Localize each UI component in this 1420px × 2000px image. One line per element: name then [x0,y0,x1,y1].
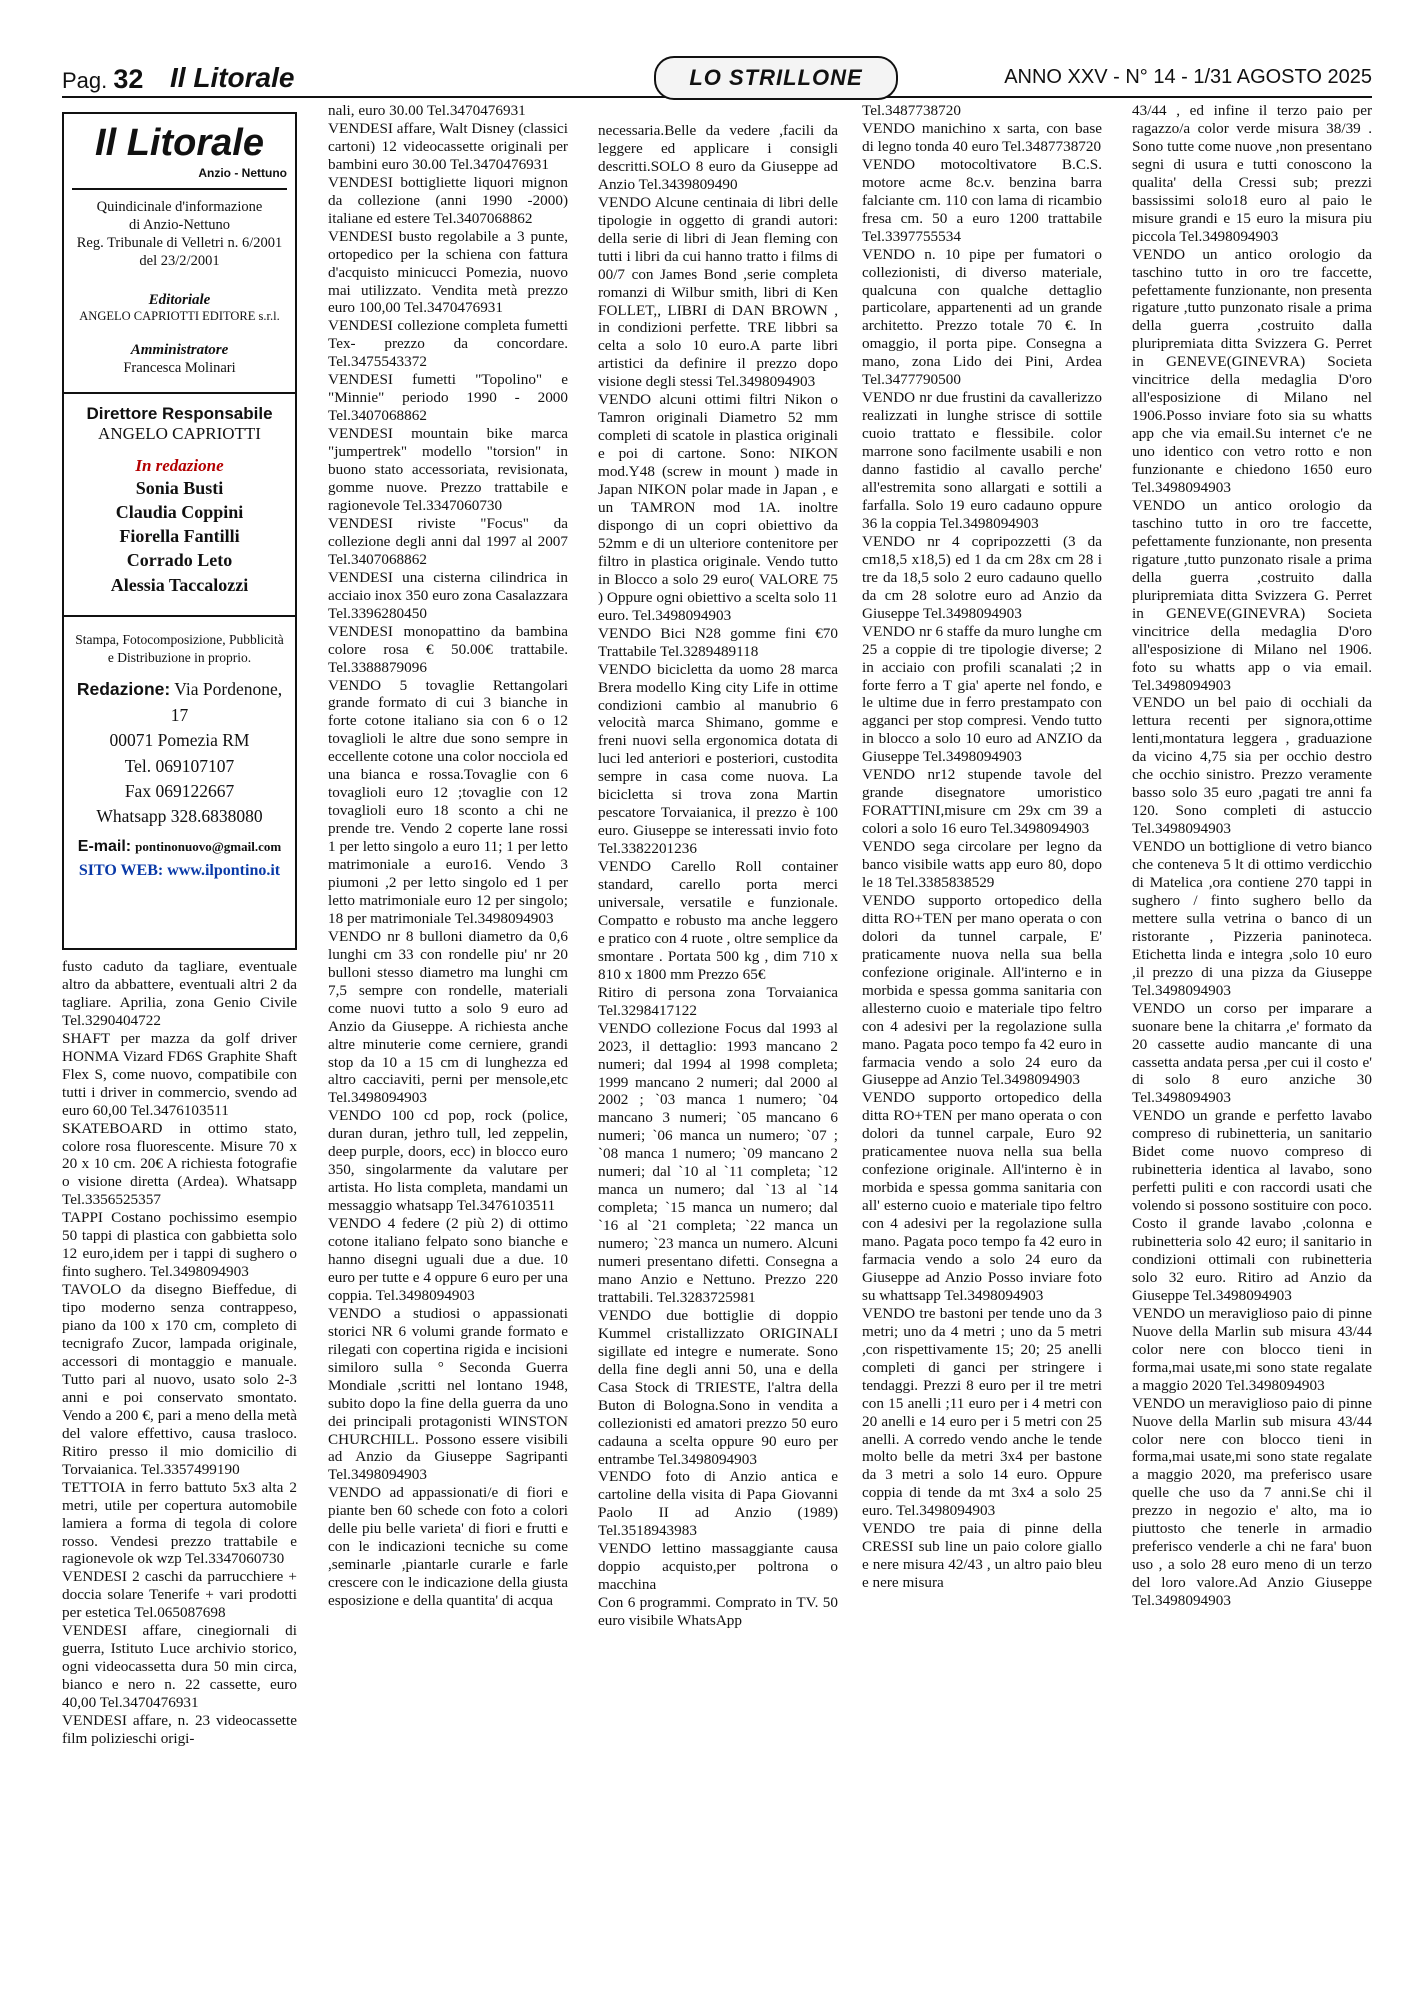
page-number: 32 [113,64,144,94]
classified-ad: VENDESI una cisterna cilindrica in acciaio inox 350 euro zona Casalazzara Tel.3396280450 [328,568,568,622]
classified-ad: VENDO Carello Roll container standard, carello porta merci universale, versatile e funzionale. Compatto e robusto ma anche leggero e pratico con 4 ruote , oltre semplice da smontare . Portata 500 kg , dim 710 x 810 x 1800 mm Prezzo 65€ [598,858,838,983]
fax: Fax 069122667 [124,780,235,801]
classified-ad: TETTOIA in ferro battuto 5x3 alta 2 metri, utile per copertura automobile lamiera a forma di tegola di colore rosso. Vendesi prezzo trattabile e ragionevole ok wzp Tel.3347060730 [62,1478,297,1568]
classified-ad: VENDO due bottiglie di doppio Kummel cristallizzato ORIGINALI sigillate ed integre e numerate. Sono della fine degli anni 50, una e della Casa Stock di TRIESTE, l'altra della Buton di Bologna.Sono in vendita a collezionisti ed amatori prezzo 50 euro cadauna a scelta oppure 90 euro per entrambe Tel.3498094903 [598,1306,838,1468]
classified-ad: nali, euro 30.00 Tel.3470476931 [328,102,526,119]
classified-ad: VENDO un bel paio di occhiali da lettura recenti per signora,ottime lenti,montatura leggera , graduazione da vicino 4,75 sia per occhio destro che occhio sinistro. Prezzo veramente basso solo 35 euro ,pagati tre anni fa 120. Sono completi di astuccio Tel.3498094903 [1132,694,1372,838]
amministratore-name: Francesca Molinari [123,360,236,377]
classified-ad: VENDESI busto regolabile a 3 punte, ortopedico per la schiena con fattura d'acquisto minicucci Pomezia, nuovo mai utilizzato. Vendita metà prezzo euro 100,00 Tel.3470476931 [328,227,568,317]
header-brand-title: Il Litorale [170,62,295,93]
address-block [72,677,287,829]
masthead-title: Il Litorale [95,122,264,164]
masthead-info-line: del 23/2/2001 [139,253,220,270]
classified-ad: VENDO 4 federe (2 più 2) di ottimo cotone italiano felpato sono bianche e hanno disegni uguali due a due. 10 euro per tutte e 4 oppure 6 euro per una coppia. Tel.3498094903 [328,1215,568,1304]
strillone-logo: LO STRILLONE [654,56,898,100]
classified-ad: VENDESI monopattino da bambina colore rosa € 50.00€ trattabile. Tel.3388879096 [328,622,568,676]
page-header [62,62,1372,98]
redazione-address-label: Redazione: [76,679,171,700]
classified-ad: VENDO un meraviglioso paio di pinne Nuove della Marlin sub misura 43/44 color nere con blocco tieni in forma,mai usate,mi sono state regalate a maggio 2020 Tel.3498094903 [1132,1304,1372,1394]
classified-ad: VENDO 100 cd pop, rock (police, duran duran, jethro tull, led zeppelin, deep purple, doors, ecc) in blocco euro 350, singolarmente da valutare per artista. Ho lista completa, mandami un messaggio whatsapp Tel.3476103511 [328,1107,568,1215]
classifieds-column-1 [62,958,297,1748]
classified-ad: VENDO tre bastoni per tende uno da 3 metri; uno da 4 metri ; uno da 5 metri ,con rispettivamente 15; 20; 25 anelli completi di ganci per stringere i tendaggi. Prezzi 8 euro per il tre metri con 15 anelli ;11 euro per i 4 metri con 20 anelli e 14 euro per i 5 metri con 25 anelli. A corredo vendo anche le tende molto belle da metri 3x4 per bastone da 3 metri a solo 14 euro. Oppure coppia di tende da mt 3x4 a solo 25 euro. Tel.3498094903 [862,1304,1102,1520]
address-line: 00071 Pomezia RM [109,730,250,751]
editoriale-name: ANGELO CAPRIOTTI EDITORE s.r.l. [79,309,280,324]
whatsapp: Whatsapp 328.6838080 [96,806,263,827]
classified-ad: VENDESI 2 caschi da parrucchiere + doccia solare Tenerife + vari prodotti per estetica Tel.065087698 [62,1568,297,1622]
classified-ad: VENDO nr 8 bulloni diametro da 0,6 lunghi cm 33 con rondelle piu' nr 20 bulloni stesso diametro ma lunghi cm 7,5 sempre con rondelle, materiali come nuovi tutto a solo 9 euro ad Anzio da Giuseppe. A richiesta anche altre minuterie come cerniere, grandi stop da 10 a 15 cm di lunghezza ed altro cacciaviti, perni per mensole,etc Tel.3498094903 [328,927,568,1107]
staff-name: Fiorella Fantilli [119,526,240,547]
classified-ad: VENDO foto di Anzio antica e cartoline della visita di Papa Giovanni Paolo II ad Anzio (1989) Tel.3518943983 [598,1468,838,1540]
classified-ad: VENDO Bici N28 gomme fini €70 Trattabile Tel.3289489118 [598,624,838,660]
masthead-info-line: di Anzio-Nettuno [128,217,231,234]
classified-ad: Tel.3487738720 [862,102,961,119]
classified-ad: VENDO supporto ortopedico della ditta RO+TEN per mano operata o con dolori da tunnel carpale, E' praticamente nuova nella sua bella confezione originale. All'interno e in morbida e spessa gomma sanitaria con allesterno cuoio e materiale tipo feltro con 4 adesivi per la regolazione sulla mano. Pagata poco tempo fa 42 euro in farmacia vendo a solo 24 euro da Giuseppe ad Anzio Tel.3498094903 [862,891,1102,1089]
classifieds-column-4 [862,102,1102,1592]
classifieds-column-2 [328,102,568,1610]
classified-ad: Con 6 programmi. Comprato in TV. 50 euro visibile WhatsApp [598,1594,838,1630]
classified-ad: VENDESI bottigliette liquori mignon da collezione (anni 1990 -2000) italiane ed estere Tel.3407068862 [328,173,568,227]
staff-name: Alessia Taccalozzi [110,574,249,595]
classified-ad: VENDO bicicletta da uomo 28 marca Brera modello King city Life in ottime condizioni cambio al manubrio 6 velocità marca Shimano, gomme e freni nuovi sella ergonomica dotata di luci led anteriori e posteriori, custodita sempre in casa come nuova. La bicicletta si trova zona Martin pescatore Torvaianica, il prezzo è 100 euro. Giuseppe se interessati invio foto Tel.3382201236 [598,660,838,858]
masthead-subtitle: Anzio - Nettuno [198,165,287,180]
page-number-label: Pag. 32 [62,64,144,94]
classified-ad: VENDO un corso per imparare a suonare bene la chitarra ,e' formato da 20 cassette audio mancante di una cassetta andata persa ,per cui il costo e' di solo 8 euro anziche 30 Tel.3498094903 [1132,999,1372,1107]
classified-ad: VENDESI affare, Walt Disney (classici cartoni) 12 videocassette originali per bambini euro 30.00 Tel.3470476931 [328,119,568,173]
classified-ad: VENDO un bottiglione di vetro bianco che conteneva 5 lt di ottimo verdicchio di Matelica ,ora contiene 270 tappi in sughero / finto sughero bello da mettere sulla vetrina o banco di un ristorante , Pizzeria paninoteca. Etichetta linda e integra ,solo 10 euro ,il prezzo di una pizza da Giuseppe Tel.3498094903 [1132,838,1372,999]
masthead-rule [72,188,287,190]
classified-ad: VENDO motocoltivatore B.C.S. motore acme 8c.v. benzina barra falciante cm. 110 con lama di ricambio fresa cm. 50 a euro 1200 trattabile Tel.3397755534 [862,155,1102,245]
classified-ad: VENDO un antico orologio da taschino tutto in oro tre faccette, pefettamente funzionante, non presenta rigature ,tutto punzonato risale a prima della guerra ,costruito dalla pluripremiata ditta Svizzera G. Perret in GENEVE(GINEVRA) Societa vincitrice della medaglia D'oro all'esposizione di Milano nel 1906. foto su whatts app o via email. Tel.3498094903 [1132,496,1372,694]
classified-ad: VENDO alcuni ottimi filtri Nikon o Tamron originali Diametro 52 mm completi di scatole in plastica originali e poi di cartone. Sono: NIKON mod.Y48 (screw in mount ) made in Japan NIKON polar made in Japan , e un TAMRON mod 1A. inoltre dispongo di un copri obiettivo da 52mm e di un ulteriore contenitore per filtro in plastica originale. Vendo tutto in Blocco a solo 29 euro( VALORE 75 ) Oppure ogni obiettivo a scelta solo 11 euro. Tel.3498094903 [598,391,838,624]
classified-ad: VENDESI affare, cinegiornali di guerra, Istituto Luce archivio storico, ogni videocassetta dura 50 min circa, bianco e nero n. 22 cassette, euro 40,00 Tel.3470476931 [62,1622,297,1712]
classifieds-column-3 [598,122,838,1630]
classified-ad: VENDO nr12 stupende tavole del grande disegnatore umoristico FORATTINI,misure cm 29x cm 39 a colori a solo 16 euro Tel.3498094903 [862,766,1102,838]
services-line: e Distribuzione in proprio. [107,650,252,666]
classified-ad: VENDO un grande e perfetto lavabo compreso di rubinetteria, un sanitario Bidet come nuovo compreso di rubinetteria identica al lavabo, sono perfetti puliti e con raccordi usati che volendo si possono sostituire con poco. Costo il grande lavabo ,colonna e rubinetteria solo 42 euro; il sanitario in condizioni ottimali con rubinetteria solo 32 euro. Ritiro ad Anzio da Giuseppe Tel.3498094903 [1132,1107,1372,1304]
phone: Tel. 069107107 [124,755,235,776]
amministratore-label: Amministratore [130,342,229,359]
classified-ad: SHAFT per mazza da golf driver HONMA Vizard FD6S Graphite Shaft Flex S, come nuovo, compatibile con tutti i driver in commercio, svendo ad euro 60,00 Tel.3476103511 [62,1029,297,1119]
masthead-info-line: Reg. Tribunale di Velletri n. 6/2001 [76,235,283,252]
services-text [72,631,287,667]
classified-ad: SKATEBOARD in ottimo stato, colore rosa fluorescente. Misure 70 x 20 x 10 cm. 20€ A richiesta fotografie o visione diretta (Ardea). Whatsapp Tel.3356525357 [62,1119,297,1209]
classified-ad: VENDESI collezione completa fumetti Tex- prezzo da concordare. Tel.3475543372 [328,317,568,371]
classified-ad: TAPPI Costano pochissimo esempio 50 tappi di plastica con gabbietta solo 12 euro,idem per i tappi di sughero o finto sughero. Tel.3498094903 [62,1209,297,1281]
classified-ad: VENDO nr 4 copripozzetti (3 da cm18,5 x18,5) ed 1 da cm 28x cm 28 i tre da 18,5 solo 2 euro cadauno quello da cm 28 solotre euro ad Anzio da Giuseppe Tel.3498094903 [862,532,1102,622]
classified-ad: necessaria.Belle da vedere ,facili da leggere ed applicare i consigli descritti.SOLO 8 euro da Giuseppe ad Anzio Tel.3439809490 [598,122,838,193]
classified-ad: VENDO Alcune centinaia di libri delle tipologie in oggetto di grandi autori: della serie di libri di Jean fleming con tutti i libri da cui hanno tratto i films di 00/7 con James Bond ,serie completa romanzi di Wilbur smith, libri di Ken FOLLET,, LIBRI di DAN BROWN , in condizioni perfette. TRE libbri sa celta a solo 10 euro.A parte libri artistici da definire il prezzo dopo visione degli stessi Tel.3498094903 [598,193,838,391]
services-line: Stampa, Fotocomposizione, Pubblicità [75,632,284,647]
web-label: SITO WEB: [78,861,164,879]
classified-ad: VENDO ad appassionati/e di fiori e piante ben 60 schede con foto a colori delle piu belle varieta' di fiori e frutti e con le indicazioni tecniche su come ,seminarle ,piantarle curarle e farle crescere con le indicazione della giusta esposizione e della quantita' di acqua [328,1484,568,1610]
contact-block [64,615,295,880]
staff-name: Sonia Busti [135,477,224,498]
redazione-label: In redazione [135,455,224,475]
classified-ad: VENDO lettino massaggiante causa doppio acquisto,per poltrona o macchina [598,1540,838,1594]
classified-ad: VENDO un antico orologio da taschino tutto in oro tre faccette, pefettamente funzionante, non presenta rigature ,tutto punzonato risale a prima della guerra ,costruito dalla pluripremiata ditta Svizzera G. Perret in GENEVE(GINEVRA) Societa vincitrice della medaglia D'oro all'esposizione di Milano nel 1906.Posso inviare foto sia su whatts app che via email.Su internet c'e ne uno identico con vetro rotto e non funzionante e chiedono 1650 euro Tel.3498094903 [1132,245,1372,497]
email-link[interactable]: pontinonuovo@gmail.com [135,838,282,854]
classifieds-column-5 [1132,102,1372,1610]
web-link[interactable]: www.ilpontino.it [167,861,281,879]
classified-ad: VENDO 5 tovaglie Rettangolari grande formato di cui 3 bianche in forte cotone italiano sia con 6 o 12 tovaglioli le altre due sono sempre in eccellente cotone una color nocciola ed una bianca e rossa.Tovaglie con 6 tovaglioli euro 12 ;tovaglie con 12 tovaglioli euro 18 sconto a chi ne prende tre. Vendo 2 coperte lane rossi 1 per letto singolo a euro 11; 1 per letto matrimoniale a euro16. Vendo 3 piumoni ,2 per letto singolo ed 1 per letto matrimoniale euro 12 per singolo; 18 per matrimoniale Tel.3498094903 [328,676,568,927]
classified-ad: 43/44 , ed infine il terzo paio per ragazzo/a color verde misura 38/39 . Sono tutte come nuove ,non presentano segni di usura e tutti conoscono la qualita' della Cressi sub; prezzi bassissimi solo18 euro al paio le misure grandi e 15 euro la misura piu piccola Tel.3498094903 [1132,102,1372,245]
classified-ad: VENDO manichino x sarta, con base di legno tonda 40 euro Tel.3487738720 [862,119,1102,155]
classified-ad: VENDO supporto ortopedico della ditta RO+TEN per mano operata o con dolori da tunnel carpale, Euro 92 praticamentee nuova nella sua bella confezione originale. All'interno è in morbida e spessa gomma sanitaria con all' esterno cuoio e materiale tipo feltro con 4 adesivi per la regolazione sulla mano. Pagata poco tempo fa 42 euro in farmacia vendo a solo 24 euro da Giuseppe ad Anzio Posso inviare foto su whattsapp Tel.3498094903 [862,1089,1102,1304]
staff-name: Claudia Coppini [115,501,244,522]
email-label: E-mail: [77,837,132,855]
classified-ad: VENDO n. 10 pipe per fumatori o collezionisti, di diverso materiale, qualcuna con qualche dettaglio particolare, appartenenti ad un grande architetto. Prezzo totale 70 €. In omaggio, il porta pipe. Consegna a mano, zona Lido dei Pini, Ardea Tel.3477790500 [862,245,1102,389]
masthead-info-line: Quindicinale d'informazione [96,198,263,215]
classified-ad: VENDESI affare, n. 23 videocassette film polizieschi origi- [62,1712,297,1747]
issue-info: ANNO XXV - N° 14 - 1/31 AGOSTO 2025 [1004,66,1372,88]
classified-ad: VENDO a studiosi o appassionati storici NR 6 volumi grande formato e rilegati con copertina rigida e incisioni similoro sulla ° Seconda Guerra Mondiale ,scritti nel lontano 1948, subito dopo la fine della guerra da uno dei principali protagonisti WINSTON CHURCHILL. Possono essere visibili ad Anzio da Giuseppe Sagripanti Tel.3498094903 [328,1304,568,1484]
classified-ad: fusto caduto da tagliare, eventuale altro da abbattere, eventuali altri 2 da tagliare. Aprilia, zona Genio Civile Tel.3290404722 [62,958,297,1029]
classified-ad: Ritiro di persona zona Torvaianica Tel.3298417122 [598,983,838,1019]
classified-ad: VENDESI mountain bike marca "jumpertrek" modello "torsion" in buono stato accessoriata, revisionata, gomme nuove. Prezzo trattabile e ragionevole Tel.3347060730 [328,425,568,514]
direttore-label: Direttore Responsabile [86,403,273,423]
editoriale-label: Editoriale [148,292,211,309]
staff-name: Corrado Leto [126,550,233,571]
classified-ad: VENDO nr due frustini da cavallerizzo realizzati in lunghe strisce di sottile cuoio trattato e flessibile. color marrone sono facilmente usabili e non danno fastidio al cavallo perche' all'estremita sono allargati e sottili a farfalla. Solo 19 euro cadauno oppure 36 la coppia Tel.3498094903 [862,389,1102,532]
classified-ad: TAVOLO da disegno Bieffedue, di tipo moderno senza contrappeso, piano da 100 x 170 cm, completo di tecnigrafo Zucor, lampada originale, accessori di montaggio e manuale. Tutto pari al nuovo, usato solo 2-3 anni e poi conservato smontato. Vendo a 200 €, pari a meno della metà del valore effettivo, causa trasloco. Ritiro presso il mio domicilio di Torvaianica. Tel.3357499190 [62,1281,297,1478]
classified-ad: VENDO sega circolare per legno da banco visibile watts app euro 80, dopo le 18 Tel.3385838529 [862,838,1102,891]
masthead-box [62,112,297,950]
classified-ad: VENDO nr 6 staffe da muro lunghe cm 25 a coppie di tre tipologie diverse; 2 in acciaio con profili scanalati ;2 in forte ferro a T gia' aperte nel fondo, e le ultime due in ferro prestampato con agganci per stop compresi. Vendo tutto in blocco a solo 10 euro ad ANZIO da Giuseppe Tel.3498094903 [862,622,1102,766]
classified-ad: VENDESI fumetti "Topolino" e "Minnie" periodo 1990 - 2000 Tel.3407068862 [328,371,568,425]
classified-ad: VENDO tre paia di pinne della CRESSI sub line un paio colore giallo e nere misura 42/43 , un altro paio bleu e nere misura [862,1520,1102,1592]
direttore-name: ANGELO CAPRIOTTI [98,423,261,443]
address-line: Via Pordenone, 17 [170,679,283,725]
classified-ad: VENDO un meraviglioso paio di pinne Nuove della Marlin sub misura 43/44 color nere con blocco tieni in forma,mai usate,mi sono state regalate a maggio 2020, ma preferisco usare quelle che uso da 7 anni.Se chi il prezzo in negozio e' alto, ma io piuttosto che tenerle in armadio preferisco venderle a chi ne fara' buon uso , a solo 28 euro meno di un terzo del loro valore.Ad Anzio Giuseppe Tel.3498094903 [1132,1394,1372,1610]
masthead-divider [64,392,295,394]
classified-ad: VENDESI riviste "Focus" da collezione degli anni dal 1997 al 2007 Tel.3407068862 [328,514,568,568]
classified-ad: VENDO collezione Focus dal 1993 al 2023, il dettaglio: 1993 mancano 2 numeri; dal 1994 al 1998 completa; 1999 mancano 2 numeri; dal 2000 al 2002 ; `03 manca 1 numero; `04 mancano 3 numeri; `05 mancano 6 numeri; `06 manca un numero; `07 ; `08 manca 1 numero; `09 mancano 2 numeri; dal `10 al `11 completa; `12 manca un numero; dal `13 al `14 completa; `15 manca un numero; dal `16 al `21 completa; `22 manca un numero; `23 manca un numero. Alcuni numeri presentano difetti. Consegna a mano Anzio e Nettuno. Prezzo 220 trattabili. Tel.3283725981 [598,1019,838,1306]
